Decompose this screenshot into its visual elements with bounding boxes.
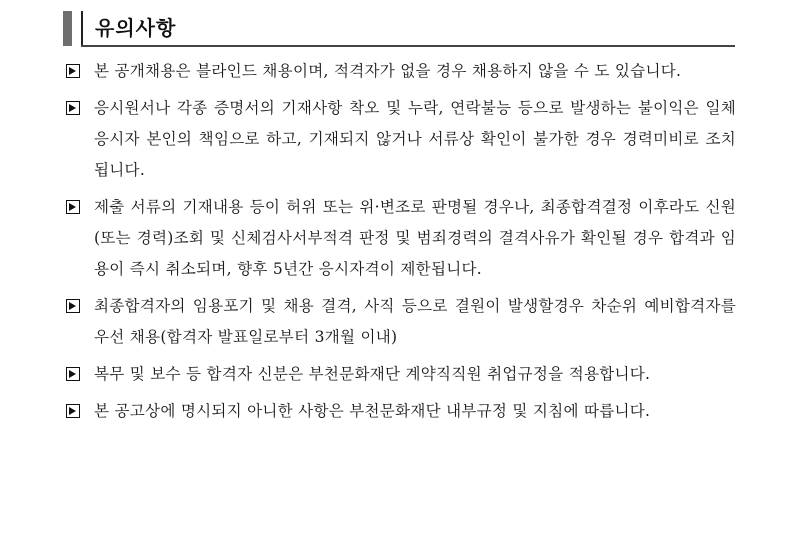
arrow-box-icon (66, 64, 80, 78)
notice-text: 최종합격자의 임용포기 및 채용 결격, 사직 등으로 결원이 발생할경우 차순위 예비합격자를 우선 채용(합격자 발표일로부터 3개월 이내) (94, 297, 736, 346)
notice-text: 제출 서류의 기재내용 등이 허위 또는 위·변조로 판명될 경우나, 최종합격결정 이후라도 신원(또는 경력)조회 및 신체검사서부적격 판정 및 범죄경력의 결격사유가 확인될 경우 합격과 임용이 즉시 취소되며, 향후 5년간 응시자격이 제한됩니다. (94, 198, 736, 278)
notice-list (66, 56, 736, 433)
section-title: 유의사항 (95, 16, 177, 40)
notice-item (66, 56, 736, 87)
notice-item (66, 359, 736, 390)
notice-text: 복무 및 보수 등 합격자 신분은 부천문화재단 계약직직원 취업규정을 적용합니다. (94, 365, 651, 383)
arrow-box-icon (66, 404, 80, 418)
notice-item (66, 396, 736, 427)
section-header (63, 8, 735, 48)
header-underline (81, 45, 735, 47)
notice-item (66, 93, 736, 186)
notice-item (66, 291, 736, 353)
arrow-box-icon (66, 200, 80, 214)
arrow-box-icon (66, 101, 80, 115)
notice-text: 본 공개채용은 블라인드 채용이며, 적격자가 없을 경우 채용하지 않을 수 도 있습니다. (94, 62, 682, 80)
header-accent-bar (63, 11, 72, 46)
notice-item (66, 192, 736, 285)
notice-text: 응시원서나 각종 증명서의 기재사항 착오 및 누락, 연락불능 등으로 발생하는 불이익은 일체 응시자 본인의 책임으로 하고, 기재되지 않거나 서류상 확인이 불가한 경우 경력미비로 조치됩니다. (94, 99, 736, 179)
arrow-box-icon (66, 299, 80, 313)
notice-text: 본 공고상에 명시되지 아니한 사항은 부천문화재단 내부규정 및 지침에 따릅니다. (94, 402, 651, 420)
arrow-box-icon (66, 367, 80, 381)
header-divider (81, 11, 83, 46)
